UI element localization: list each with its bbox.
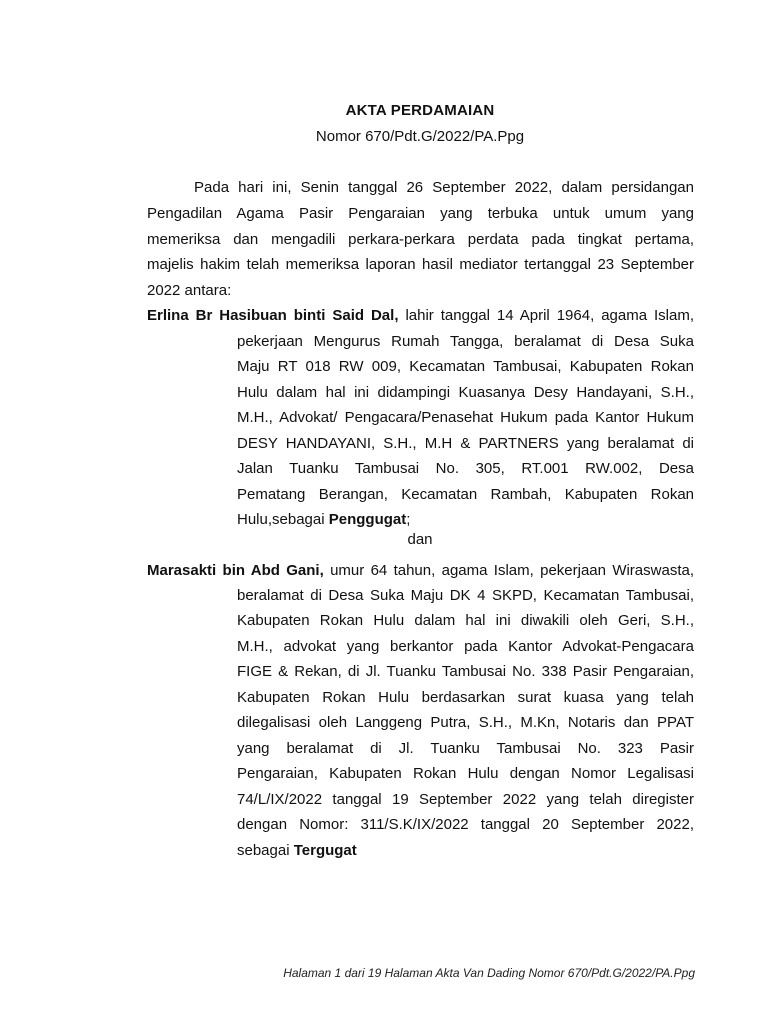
party1-name: Erlina Br Hasibuan binti Said Dal, — [147, 307, 399, 324]
party1-line: Maju RT 018 RW 009, Kecamatan Tambusai, Kabupaten Rokan — [237, 358, 694, 375]
party2-line: dengan Nomor: 311/S.K/IX/2022 tanggal 20 September 2022, — [237, 816, 694, 833]
party2-line: Kabupaten Rokan Hulu berdasarkan surat kuasa yang telah — [237, 689, 694, 706]
party2-first-line-rest: umur 64 tahun, agama Islam, pekerjaan Wiraswasta, — [323, 562, 694, 579]
party2-last-line — [237, 842, 694, 860]
party1-first-line — [147, 307, 694, 325]
party2-line: Kabupaten Rokan Hulu dalam hal ini diwakili oleh Geri, S.H., — [237, 612, 694, 629]
party2-line: M.H., advokat yang berkantor pada Kantor Advokat-Pengacara — [237, 638, 694, 655]
party1-line: pekerjaan Mengurus Rumah Tangga, beralamat di Desa Suka — [237, 333, 694, 350]
party1-line: Jalan Tuanku Tambusai No. 305, RT.001 RW.002, Desa — [237, 460, 694, 477]
party2-line: Pengaraian, Kabupaten Rokan Hulu dengan Nomor Legalisasi — [237, 765, 694, 782]
opening-line: Pada hari ini, Senin tanggal 26 September 2022, dalam persidangan — [194, 179, 694, 196]
party2-name: Marasakti bin Abd Gani, — [147, 562, 324, 579]
party1-last-line — [237, 511, 694, 529]
page-footer: Halaman 1 dari 19 Halaman Akta Van Dading Nomor 670/Pdt.G/2022/PA.Ppg — [283, 966, 695, 980]
party1-line: Pematang Berangan, Kecamatan Rambah, Kabupaten Rokan — [237, 486, 694, 503]
party1-line: DESY HANDAYANI, S.H., M.H & PARTNERS yang beralamat di — [237, 435, 694, 452]
party2-line: beralamat di Desa Suka Maju DK 4 SKPD, Kecamatan Tambusai, — [237, 587, 694, 604]
party1-last-prefix: Hulu,sebagai — [237, 511, 329, 528]
document-number: Nomor 670/Pdt.G/2022/PA.Ppg — [315, 128, 525, 145]
separator-dan: dan — [407, 531, 433, 548]
party1-first-line-rest: lahir tanggal 14 April 1964, agama Islam, — [398, 307, 695, 324]
party2-line: 74/L/IX/2022 tanggal 19 September 2022 yang telah diregister — [237, 791, 694, 808]
party1-last-suffix: ; — [406, 511, 411, 528]
party1-role: Penggugat — [328, 511, 407, 528]
party2-line: dilegalisasi oleh Langgeng Putra, S.H., M.Kn, Notaris dan PPAT — [237, 714, 694, 731]
opening-line: memeriksa dan mengadili perkara-perkara perdata pada tingkat pertama, — [147, 231, 694, 248]
document-title: AKTA PERDAMAIAN — [345, 102, 495, 119]
party1-line: Hulu dalam hal ini didampingi Kuasanya Desy Handayani, S.H., — [237, 384, 694, 401]
party2-role: Tergugat — [293, 842, 357, 859]
opening-line: 2022 antara: — [147, 282, 232, 299]
party2-line: yang beralamat di Jl. Tuanku Tambusai No. 323 Pasir — [237, 740, 694, 757]
party2-line: FIGE & Rekan, di Jl. Tuanku Tambusai No. 338 Pasir Pengaraian, — [237, 663, 694, 680]
opening-line: Pengadilan Agama Pasir Pengaraian yang terbuka untuk umum yang — [147, 205, 694, 222]
party2-last-prefix: sebagai — [237, 842, 294, 859]
party2-first-line — [147, 562, 694, 580]
opening-line: majelis hakim telah memeriksa laporan hasil mediator tertanggal 23 September — [147, 256, 694, 273]
party1-line: M.H., Advokat/ Pengacara/Penasehat Hukum pada Kantor Hukum — [237, 409, 694, 426]
